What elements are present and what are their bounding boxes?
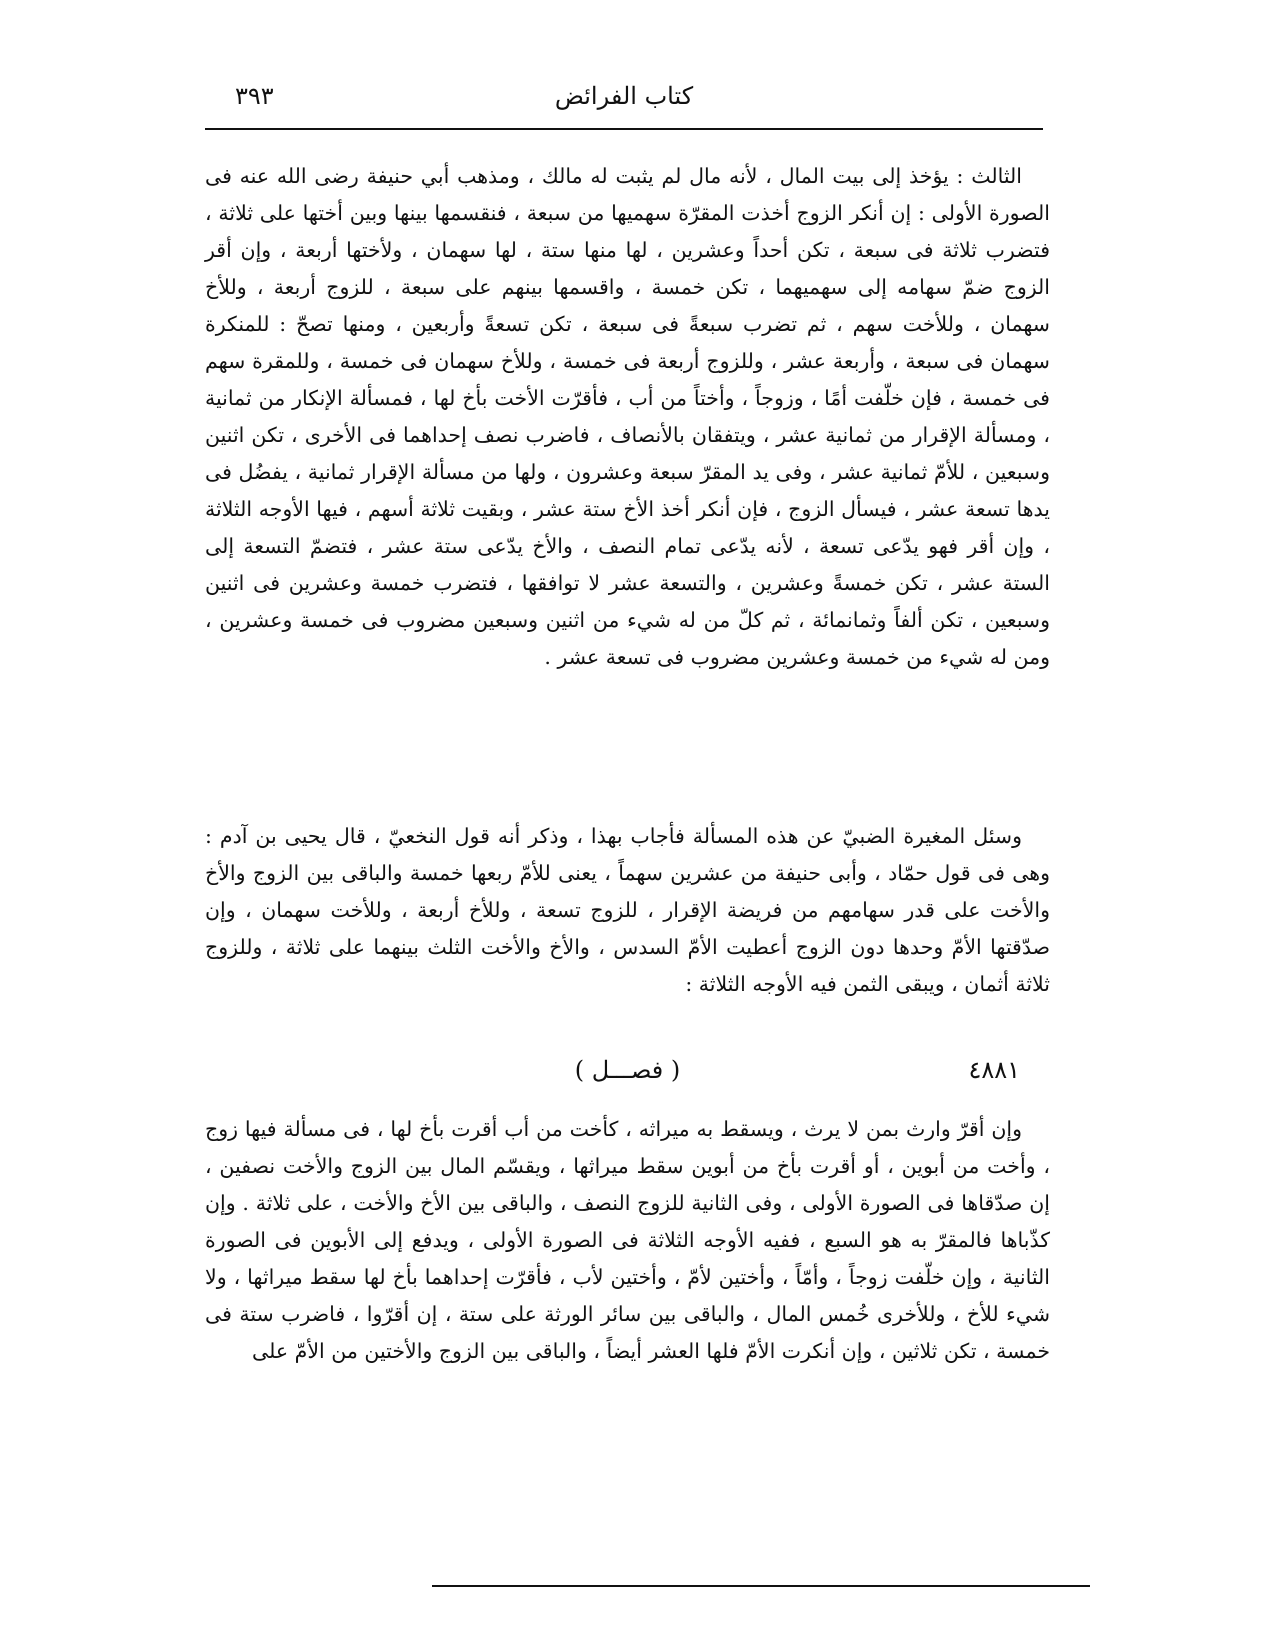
page-number: ٣٩٣: [235, 82, 274, 110]
footer-rule: [432, 1585, 1090, 1587]
text-block-middle: [205, 818, 1050, 1003]
section-number: ٤٨٨١: [968, 1056, 1020, 1084]
text-block-bottom: [205, 1111, 1050, 1370]
section-title: ( فصـــل ): [574, 1056, 681, 1084]
header-title: كتاب الفرائض: [554, 82, 694, 110]
page-header: [205, 78, 1043, 130]
paragraph: وسئل المغيرة الضبيّ عن هذه المسألة فأجاب بهذا ، وذكر أنه قول النخعيّ ، قال يحيى بن آدم : وهى فى قول حمّاد ، وأبى حنيفة من عشرين سهماً ، يعنى للأمّ ربعها خمسة والباقى بين الزوج والأخ والأخت على قدر سهامهم من فريضة الإقرار ، للزوج تسعة ، وللأخ أربعة ، وللأخت سهمان ، وإن صدّقتها الأمّ وحدها دون الزوج أعطيت الأمّ السدس ، والأخ والأخت الثلث بينهما على ثلاثة ، وللزوج ثلاثة أثمان ، ويبقى الثمن فيه الأوجه الثلاثة :: [205, 824, 1050, 996]
section-heading: [205, 1050, 1050, 1100]
paragraph: الثالث : يؤخذ إلى بيت المال ، لأنه مال لم يثبت له مالك ، ومذهب أبي حنيفة رضى الله عنه فى الصورة الأولى : إن أنكر الزوج أخذت المقرّة سهميها من سبعة ، فنقسمها بينها وبين أختها على ثلاثة ، فتضرب ثلاثة فى سبعة ، تكن أحداً وعشرين ، لها منها ستة ، لها سهمان ، ولأختها أربعة ، وإن أقر الزوج ضمّ سهامه إلى سهميهما ، تكن خمسة ، واقسمها بينهم على سبعة ، للزوج أربعة ، وللأخ سهمان ، وللأخت سهم ، ثم تضرب سبعةً فى سبعة ، تكن تسعةً وأربعين ، ومنها تصحّ : للمنكرة سهمان فى سبعة ، وأربعة عشر ، وللزوج أربعة فى خمسة ، وللأخ سهمان فى خمسة ، وللمقرة سهم فى خمسة ، فإن خلّفت أمًا ، وزوجاً ، وأختاً من أب ، فأقرّت الأخت بأخ لها ، فمسألة الإنكار من ثمانية ، ومسألة الإقرار من ثمانية عشر ، ويتفقان بالأنصاف ، فاضرب نصف إحداهما فى الأخرى ، تكن اثنين وسبعين ، للأمّ ثمانية عشر ، وفى يد المقرّ سبعة وعشرون ، ولها من مسألة الإقرار ثمانية ، يفضُل فى يدها تسعة عشر ، فيسأل الزوج ، فإن أنكر أخذ الأخ ستة عشر ، وبقيت ثلاثة أسهم ، فيها الأوجه الثلاثة ، وإن أقر فهو يدّعى تسعة ، لأنه يدّعى تمام النصف ، والأخ يدّعى ستة عشر ، فتضمّ التسعة إلى الستة عشر ، تكن خمسةً وعشرين ، والتسعة عشر لا توافقها ، فتضرب خمسة وعشرين فى اثنين وسبعين ، تكن ألفاً وثمانمائة ، ثم كلّ من له شيء من اثنين وسبعين مضروب فى خمسة وعشرين ، ومن له شيء من خمسة وعشرين مضروب فى تسعة عشر .: [205, 164, 1050, 669]
text-block-top: [205, 158, 1050, 676]
paragraph: وإن أقرّ وارث بمن لا يرث ، ويسقط به ميراثه ، كأخت من أب أقرت بأخ لها ، فى مسألة فيها زوج ، وأخت من أبوين ، أو أقرت بأخ من أبوين سقط ميراثها ، ويقسّم المال بين الزوج والأخت نصفين ، إن صدّقاها فى الصورة الأولى ، وفى الثانية للزوج النصف ، والباقى بين الأخ والأخت ، على ثلاثة . وإن كذّباها فالمقرّ به هو السبع ، ففيه الأوجه الثلاثة فى الصورة الأولى ، ويدفع إلى الأبوين فى الصورة الثانية ، وإن خلّفت زوجاً ، وأمّاً ، وأختين لأمّ ، وأختين لأب ، فأقرّت إحداهما بأخ لها سقط ميراثها ، ولا شيء للأخ ، وللأخرى خُمس المال ، والباقى بين سائر الورثة على ستة ، إن أقرّوا ، فاضرب ستة فى خمسة ، تكن ثلاثين ، وإن أنكرت الأمّ فلها العشر أيضاً ، والباقى بين الزوج والأختين من الأمّ على: [205, 1117, 1050, 1363]
